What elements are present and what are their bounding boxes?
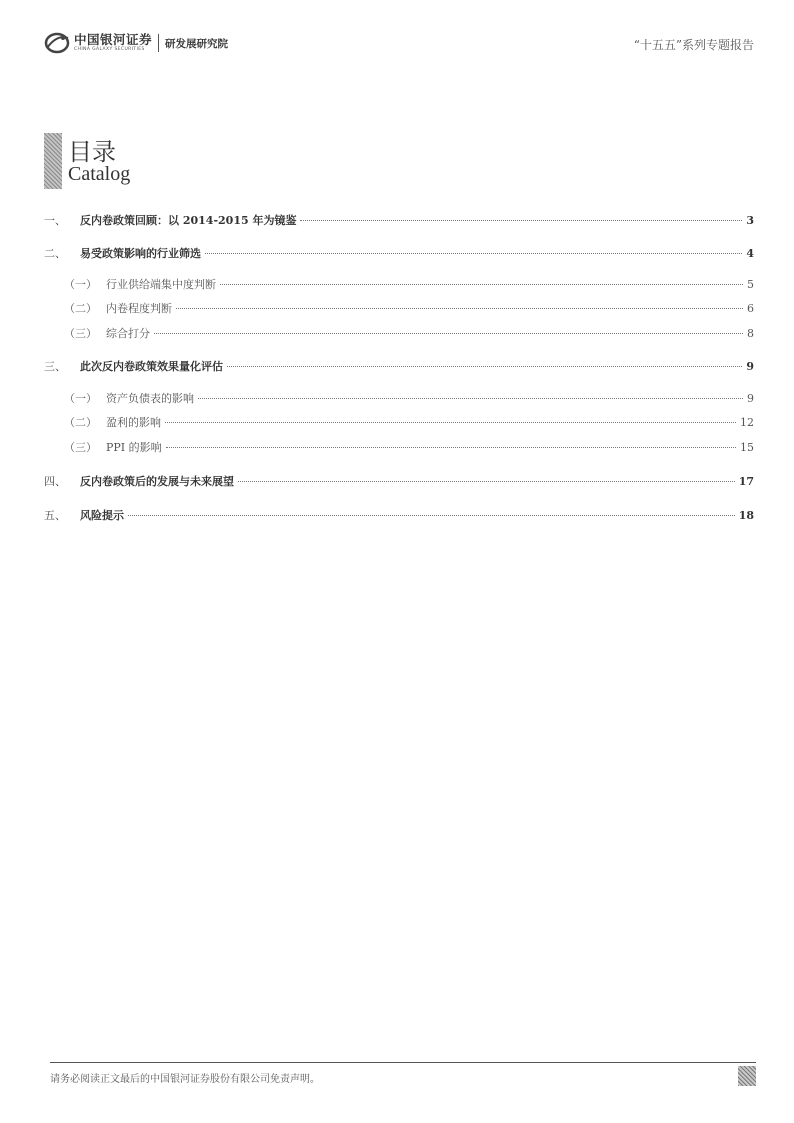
toc-entry-page: 5	[747, 278, 754, 291]
catalog-accent-bar	[44, 133, 62, 189]
toc-entry[interactable]	[64, 300, 754, 318]
toc-entry-title: 此次反内卷政策效果量化评估	[80, 360, 223, 373]
toc-dot-leader	[300, 220, 742, 221]
toc-dot-leader	[154, 333, 743, 334]
galaxy-logo-icon	[44, 32, 70, 54]
toc-entry-page: 17	[738, 475, 754, 488]
footer-disclaimer: 请务必阅读正文最后的中国银河证券股份有限公司免责声明。	[50, 1074, 320, 1085]
toc-entry-page: 9	[746, 360, 754, 373]
toc-dot-leader	[220, 284, 743, 285]
toc-entry-title: 资产负债表的影响	[106, 392, 194, 405]
catalog-title-cn: 目录	[68, 138, 116, 166]
toc-entry-title: 综合打分	[106, 327, 150, 340]
toc-entry-number: 五、	[44, 509, 66, 522]
toc-entry[interactable]	[44, 358, 754, 376]
toc-dot-leader	[176, 308, 743, 309]
toc-entry-page: 6	[747, 302, 754, 315]
toc-entry-title: 反内卷政策后的发展与未来展望	[80, 475, 234, 488]
toc-dot-leader	[165, 422, 736, 423]
logo-department: 研发展研究院	[165, 37, 229, 50]
logo-name-en: CHINA GALAXY SECURITIES	[74, 47, 145, 52]
toc-entry-number: （二）	[64, 302, 97, 315]
toc-entry-title: 风险提示	[80, 509, 124, 522]
toc-entry-title: PPI 的影响	[106, 441, 162, 454]
toc-entry[interactable]	[44, 507, 754, 525]
toc-entry[interactable]	[44, 245, 754, 263]
toc-entry-page: 3	[746, 214, 754, 227]
toc-entry[interactable]	[64, 439, 754, 457]
toc-entry[interactable]	[44, 473, 754, 491]
toc-entry-page: 4	[746, 247, 754, 260]
toc-entry-title: 易受政策影响的行业筛选	[80, 247, 201, 260]
toc-entry-number: 二、	[44, 247, 66, 260]
toc-entry-number: 三、	[44, 360, 66, 373]
catalog-title-en: Catalog	[68, 163, 131, 185]
toc-entry[interactable]	[64, 276, 754, 294]
toc-entry[interactable]	[44, 212, 754, 230]
toc-dot-leader	[128, 515, 735, 516]
toc-entry-number: 四、	[44, 475, 66, 488]
toc-dot-leader	[205, 253, 742, 254]
toc-entry-page: 18	[738, 509, 754, 522]
toc-entry-number: （三）	[64, 327, 97, 340]
report-series-label: “十五五”系列专题报告	[633, 38, 754, 52]
logo-name-cn: 中国银河证券	[74, 31, 153, 47]
toc-dot-leader	[198, 398, 743, 399]
toc-entry-title: 盈利的影响	[106, 416, 161, 429]
toc-dot-leader	[227, 366, 742, 367]
footer-divider	[50, 1062, 756, 1063]
toc-entry[interactable]	[64, 390, 754, 408]
toc-entry-page: 12	[740, 416, 754, 429]
logo-divider	[158, 34, 159, 52]
toc-entry-number: 一、	[44, 214, 66, 227]
toc-entry-title: 内卷程度判断	[106, 302, 172, 315]
toc-entry[interactable]	[64, 325, 754, 343]
toc-entry-title: 行业供给端集中度判断	[106, 278, 216, 291]
toc-entry-number: （一）	[64, 278, 97, 291]
page-header	[44, 28, 754, 58]
toc-entry-title: 反内卷政策回顾：以 2014-2015 年为镜鉴	[80, 214, 297, 227]
footer-page-mark	[738, 1066, 756, 1086]
toc-entry-number: （二）	[64, 416, 97, 429]
company-logo	[44, 28, 228, 58]
toc-entry-page: 8	[747, 327, 754, 340]
toc-entry-page: 15	[740, 441, 754, 454]
toc-entry[interactable]	[64, 414, 754, 432]
toc-entry-number: （一）	[64, 392, 97, 405]
toc-dot-leader	[238, 481, 735, 482]
toc-dot-leader	[166, 447, 736, 448]
toc-entry-page: 9	[747, 392, 754, 405]
toc-entry-number: （三）	[64, 441, 97, 454]
